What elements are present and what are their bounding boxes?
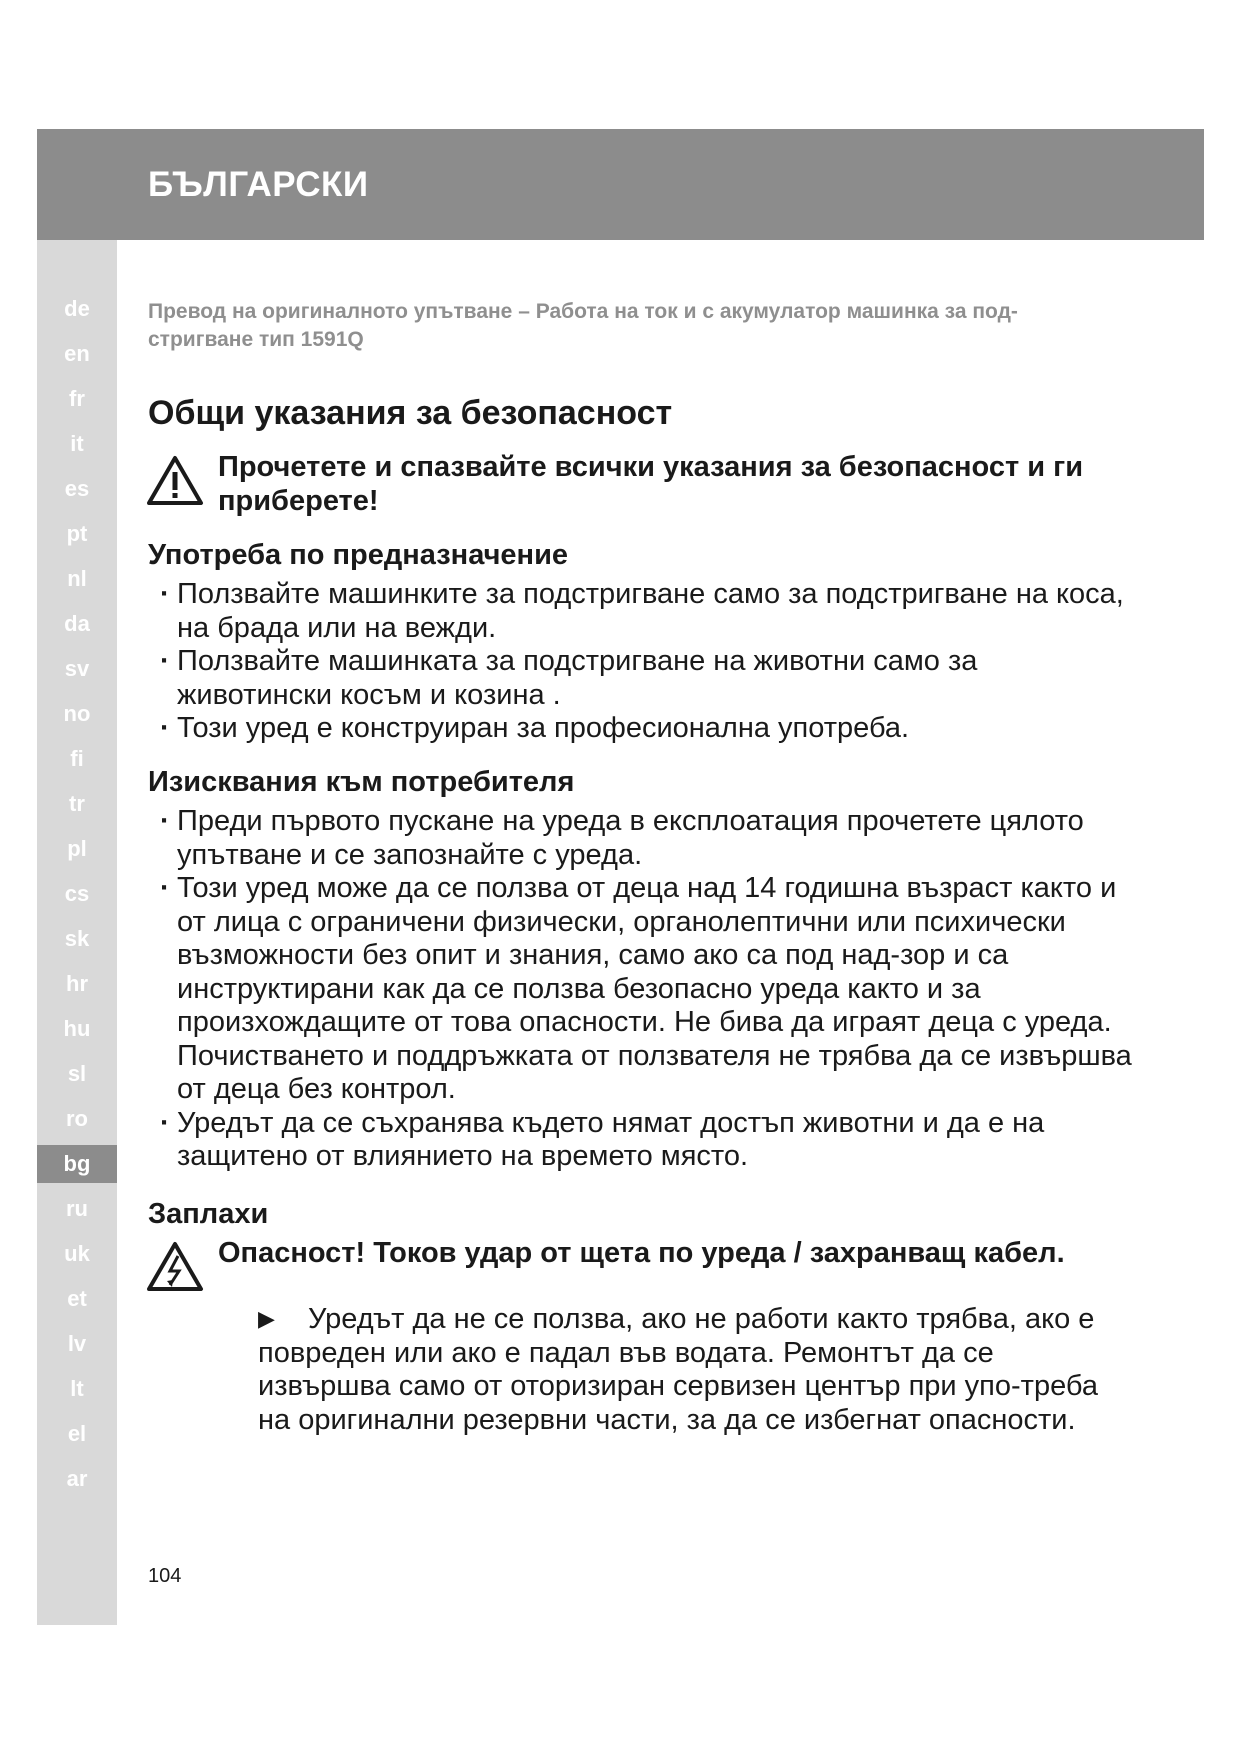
lang-tab-ro[interactable]: ro [66,1106,88,1131]
list-item: · Преди първото пускане на уреда в експлоатация прочетете цялото упътване и се запознайте с уреда. [160,805,1135,872]
language-title: БЪЛГАРСКИ [148,165,369,204]
lang-tab-cs[interactable]: cs [64,881,90,906]
lang-tab-es[interactable]: es [64,476,90,501]
lang-tab-uk[interactable]: uk [64,1241,90,1266]
document-subtitle: Превод на оригиналното упътване – Работа на ток и с акумулатор машинка за под-стригване тип 1591Q [148,300,1018,351]
page-number: 104 [148,1565,182,1587]
lang-tab-en[interactable]: en [64,341,90,366]
hazard-instruction-text: Уредът да не се ползва, ако не работи както трябва, ако е повреден или ако е падал във водата. Ремонтът да се извършва само от оторизиран сервизен център при упо-треба на оригинални резервни части, за да се избегнат опасности. [258,1303,1098,1436]
lang-tab-fi[interactable]: fi [70,746,84,771]
intended-use-list [160,578,1135,746]
lang-tab-tr[interactable]: tr [69,791,85,816]
lang-tab-de[interactable]: de [64,296,90,321]
electric-shock-warning-icon [146,1241,204,1293]
lang-tab-sv[interactable]: sv [64,656,90,681]
warning-triangle-icon [146,455,204,507]
lang-tab-it[interactable]: it [70,431,84,456]
list-item: · Този уред може да се ползва от деца над 14 годишна възраст както и от лица с ограничени физически, органолептични или психически възможности без опит и знания, само ако са под над-зор и са инструктирани как да се ползва безопасно уреда както и за произхождащите от това опасности. Не бива да играят деца с уреда. Почистването и поддръжката от ползвателя не трябва да се извършва от деца без контрол. [160,872,1135,1107]
lang-tab-no[interactable]: no [63,701,91,726]
list-item: · Уредът да се съхранява където нямат достъп животни и да е на защитено от влиянието на времето място. [160,1107,1135,1174]
lang-tab-lv[interactable]: lv [67,1331,87,1356]
lang-tab-sl[interactable]: sl [67,1061,87,1086]
hazard-danger-text: Опасност! Токов удар от щета по уреда / захранващ кабел. [218,1237,1065,1269]
lang-tab-lt[interactable]: lt [70,1376,84,1401]
list-item: · Ползвайте машинката за подстригване на животни само за животински косъм и козина . [160,645,1135,712]
lang-tab-nl[interactable]: nl [67,566,87,591]
user-requirements-list [160,805,1135,1174]
lang-tab-da[interactable]: da [64,611,90,636]
play-arrow-icon: ▶ [258,1306,275,1331]
lang-tab-hr[interactable]: hr [66,971,88,996]
language-sidebar [37,240,117,1625]
lang-tab-bg-active[interactable]: bg [37,1145,117,1183]
heading-user-requirements: Изисквания към потребителя [148,766,575,798]
heading-hazards: Заплахи [148,1198,269,1230]
lang-tab-hu[interactable]: hu [63,1016,91,1041]
section-title-safety: Общи указания за безопасност [148,394,673,432]
lang-tab-pt[interactable]: pt [66,521,88,546]
lang-tab-ru[interactable]: ru [66,1196,88,1221]
heading-intended-use: Употреба по предназначение [148,539,569,571]
list-item: · Ползвайте машинките за подстригване само за подстригване на коса, на брада или на вежди. [160,578,1135,645]
lang-tab-fr[interactable]: fr [69,386,85,411]
hazard-instruction [258,1302,1133,1437]
safety-warning-text: Прочетете и спазвайте всички указания за безопасност и ги приберете! [218,451,1084,517]
lang-tab-et[interactable]: et [67,1286,87,1311]
header-bar [37,129,1204,240]
list-item: · Този уред е конструиран за професионална употреба. [160,712,1135,746]
lang-tab-pl[interactable]: pl [67,836,87,861]
lang-tab-el[interactable]: el [67,1421,87,1446]
lang-tab-sk[interactable]: sk [64,926,90,951]
lang-tab-ar[interactable]: ar [66,1466,88,1491]
